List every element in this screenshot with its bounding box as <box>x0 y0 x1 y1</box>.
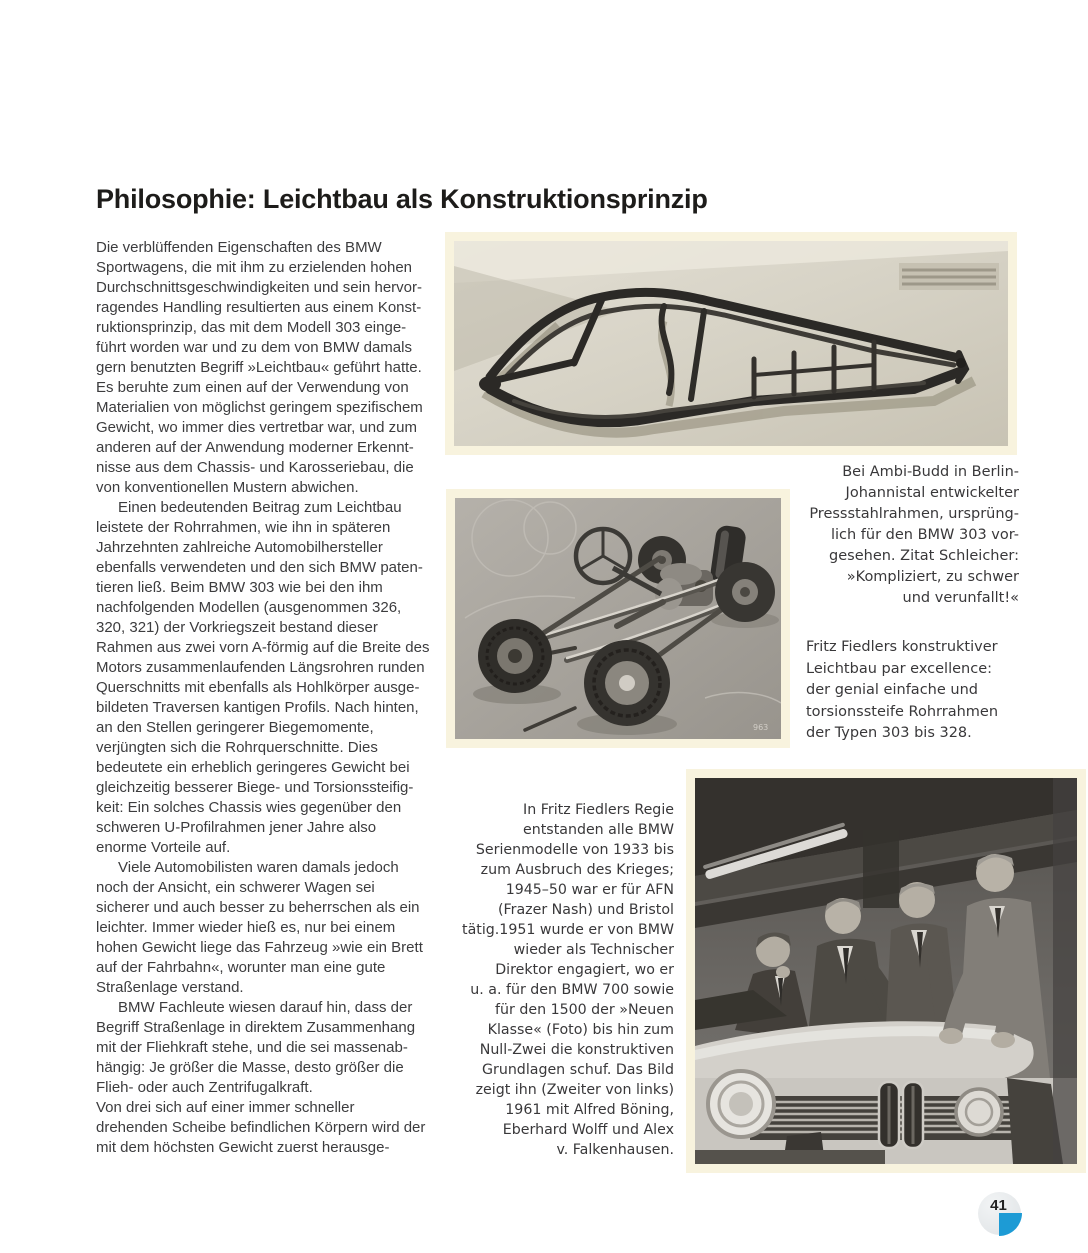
caption-fiedler-regie <box>450 800 674 1160</box>
body-text-line: bildeten Traversen kantigen Profils. Nach hinten, <box>96 699 419 716</box>
body-text-line: Materialien von möglichst geringem spezifischem <box>96 399 423 416</box>
body-text-line: Sportwagens, die mit ihm zu erzielenden hohen <box>96 259 413 276</box>
body-text-line: mit der Fliehkraft stehe, und die sei massenab- <box>96 1039 408 1056</box>
caption-line: v. Falkenhausen. <box>556 1142 674 1158</box>
body-text-line: BMW Fachleute wiesen darauf hin, dass der <box>118 999 413 1016</box>
caption-line: torsionssteife Rohrrahmen <box>806 703 999 720</box>
body-text-line: Straßenlage verstand. <box>96 979 244 996</box>
caption-line: gesehen. Zitat Schleicher: <box>829 548 1019 564</box>
body-text-line: 320, 321) der Vorkriegszeit bestand dieser <box>96 619 378 636</box>
body-text-line: ruktionsprinzip, das mit dem Modell 303 einge- <box>96 319 407 336</box>
body-text-line: gleichzeitig besserer Biege- und Torsionssteifig- <box>96 779 414 796</box>
headlight-left <box>708 1071 774 1137</box>
fiedler-team-illustration <box>695 778 1077 1164</box>
caption-line: (Frazer Nash) und Bristol <box>497 902 674 918</box>
caption-line: Eberhard Wolff und Alex <box>502 1122 674 1138</box>
caption-line: für den 1500 der »Neuen <box>495 1002 674 1018</box>
body-text-line: enorme Vorteile auf. <box>96 839 231 856</box>
body-text-line: Gewicht, wo immer dies vertretbar war, und zum <box>96 419 417 436</box>
body-text-line: verjüngten sich die Rohrquerschnitte. Dies <box>96 739 378 756</box>
caption-line: Johannistal entwickelter <box>845 485 1019 501</box>
drain-grate <box>899 263 999 290</box>
caption-line: »Kompliziert, zu schwer <box>846 569 1019 585</box>
caption-line: und verunfallt!« <box>902 590 1019 606</box>
caption-line: tätig.1951 wurde er von BMW <box>462 922 674 938</box>
page-number-badge <box>978 1192 1021 1235</box>
caption-line: wieder als Technischer <box>513 942 674 958</box>
caption-rohrrahmen <box>806 637 1031 745</box>
body-text-line: Es beruhte zum einen auf der Verwendung von <box>96 379 409 396</box>
body-text-column <box>96 238 464 1158</box>
wheel-near-front <box>584 640 670 726</box>
body-text-line: Rahmen aus zwei vorn A-förmig auf die Breite des <box>96 639 430 656</box>
photo-rolling-chassis <box>446 489 790 748</box>
caption-line: der Typen 303 bis 328. <box>806 725 972 741</box>
body-text-line: leichter. Immer wieder hieß es, nur bei einem <box>96 919 396 936</box>
caption-line: Bei Ambi-Budd in Berlin- <box>842 464 1019 480</box>
body-text-line: hohen Gewicht liege das Fahrzeug »wie ein Brett <box>96 939 423 956</box>
caption-line: entstanden alle BMW <box>523 822 674 838</box>
caption-line: lich für den BMW 303 vor- <box>830 527 1019 543</box>
caption-line: zeigt ihn (Zweiter von links) <box>475 1082 674 1098</box>
photo-fiedler-team-with-bmw <box>686 769 1086 1173</box>
pressed-steel-frame-illustration <box>454 241 1008 446</box>
body-text-line: Querschnitts mit ebenfalls als Hohlkörper ausge- <box>96 679 420 696</box>
rolling-chassis-illustration <box>455 498 781 739</box>
caption-line: Klasse« (Foto) bis hin zum <box>487 1022 674 1038</box>
body-text-line: tieren ließ. Beim BMW 303 wie bei den ihm <box>96 579 383 596</box>
body-text-line: Einen bedeutenden Beitrag zum Leichtbau <box>118 499 402 516</box>
body-text-line: hängig: Je größer die Masse, desto größer die <box>96 1059 404 1076</box>
body-text-line: nachfolgenden Modellen (ausgenommen 326, <box>96 599 402 616</box>
body-text-line: Motors zusammenlaufenden Längsrohren runden <box>96 659 425 676</box>
page-number: 41 <box>990 1197 1007 1214</box>
body-text-line: Flieh- oder auch Zentrifugalkraft. <box>96 1079 313 1096</box>
wheel-near-rear <box>478 619 552 693</box>
body-text-line: Begriff Straßenlage in direktem Zusammenhang <box>96 1019 416 1036</box>
body-text-line: anderen auf der Anwendung moderner Erkennt- <box>96 439 414 456</box>
body-text-line: ebenfalls verwendeten und den sich BMW paten- <box>96 559 423 576</box>
caption-line: Fritz Fiedlers konstruktiver <box>806 639 998 655</box>
body-text-line: noch der Ansicht, ein schwerer Wagen sei <box>96 879 375 896</box>
body-text-line: an den Stellen geringerer Biegemomente, <box>96 719 374 736</box>
caption-line: 1945–50 war er für AFN <box>505 882 674 898</box>
body-text-line: Die verblüffenden Eigenschaften des BMW <box>96 239 382 256</box>
body-text-line: Jahrzehnten zahlreiche Automobilhersteller <box>96 539 383 556</box>
caption-line: Pressstahlrahmen, ursprüng- <box>809 506 1019 522</box>
svg-text:963: 963 <box>753 723 769 732</box>
headlight-right <box>956 1089 1002 1135</box>
caption-line: Null-Zwei die konstruktiven <box>479 1042 674 1058</box>
body-text-line: von konventionellen Mustern abwichen. <box>96 479 359 496</box>
body-text-line: sicherer und auch besser zu beherrschen als ein <box>96 899 420 916</box>
photo-pressed-steel-frame <box>445 232 1017 455</box>
body-text-line: drehenden Scheibe befindlichen Körpern wird der <box>96 1119 426 1136</box>
page-title: Philosophie: Leichtbau als Konstruktionsprinzip <box>96 184 708 215</box>
body-text-line: Von drei sich auf einer immer schneller <box>96 1099 355 1116</box>
body-text-line: ragendes Handling resultierten aus einem Konst- <box>96 299 422 316</box>
body-text-line: führt worden war und zu dem von BMW damals <box>96 339 412 356</box>
caption-line: In Fritz Fiedlers Regie <box>523 802 674 818</box>
caption-line: u. a. für den BMW 700 sowie <box>470 982 674 998</box>
body-text-line: leistete der Rohrrahmen, wie ihn in späteren <box>96 519 391 536</box>
caption-line: 1961 mit Alfred Böning, <box>505 1102 674 1118</box>
caption-line: Grundlagen schuf. Das Bild <box>482 1062 674 1078</box>
body-text-line: Durchschnittsgeschwindigkeiten und sein hervor- <box>96 279 423 296</box>
badge-blue-quarter-icon <box>999 1213 1022 1236</box>
caption-line: Serienmodelle von 1933 bis <box>475 842 674 858</box>
wheel-far-front <box>715 562 775 622</box>
body-text-line: nisse aus dem Chassis- und Karosseriebau, die <box>96 459 414 476</box>
body-text-line: gern benutzten Begriff »Leichtbau« geführt hatte. <box>96 359 422 376</box>
body-text-line: schweren U-Profilrahmen jener Jahre also <box>96 819 377 836</box>
caption-pressstahlrahmen <box>784 462 1019 609</box>
body-text-line: auf der Fahrbahn«, worunter man eine gute <box>96 959 386 976</box>
body-text-line: keit: Ein solches Chassis wies gegenüber den <box>96 799 402 816</box>
body-text-line: bedeutete ein erheblich geringeres Gewicht bei <box>96 759 410 776</box>
caption-line: zum Ausbruch des Krieges; <box>480 862 674 878</box>
caption-line: der genial einfache und <box>806 682 978 698</box>
body-text-line: mit dem höchsten Gewicht zuerst herausge- <box>96 1139 390 1156</box>
body-text-line: Viele Automobilisten waren damals jedoch <box>118 859 399 876</box>
caption-line: Direktor engagiert, wo er <box>495 962 674 978</box>
caption-line: Leichtbau par excellence: <box>806 660 993 677</box>
